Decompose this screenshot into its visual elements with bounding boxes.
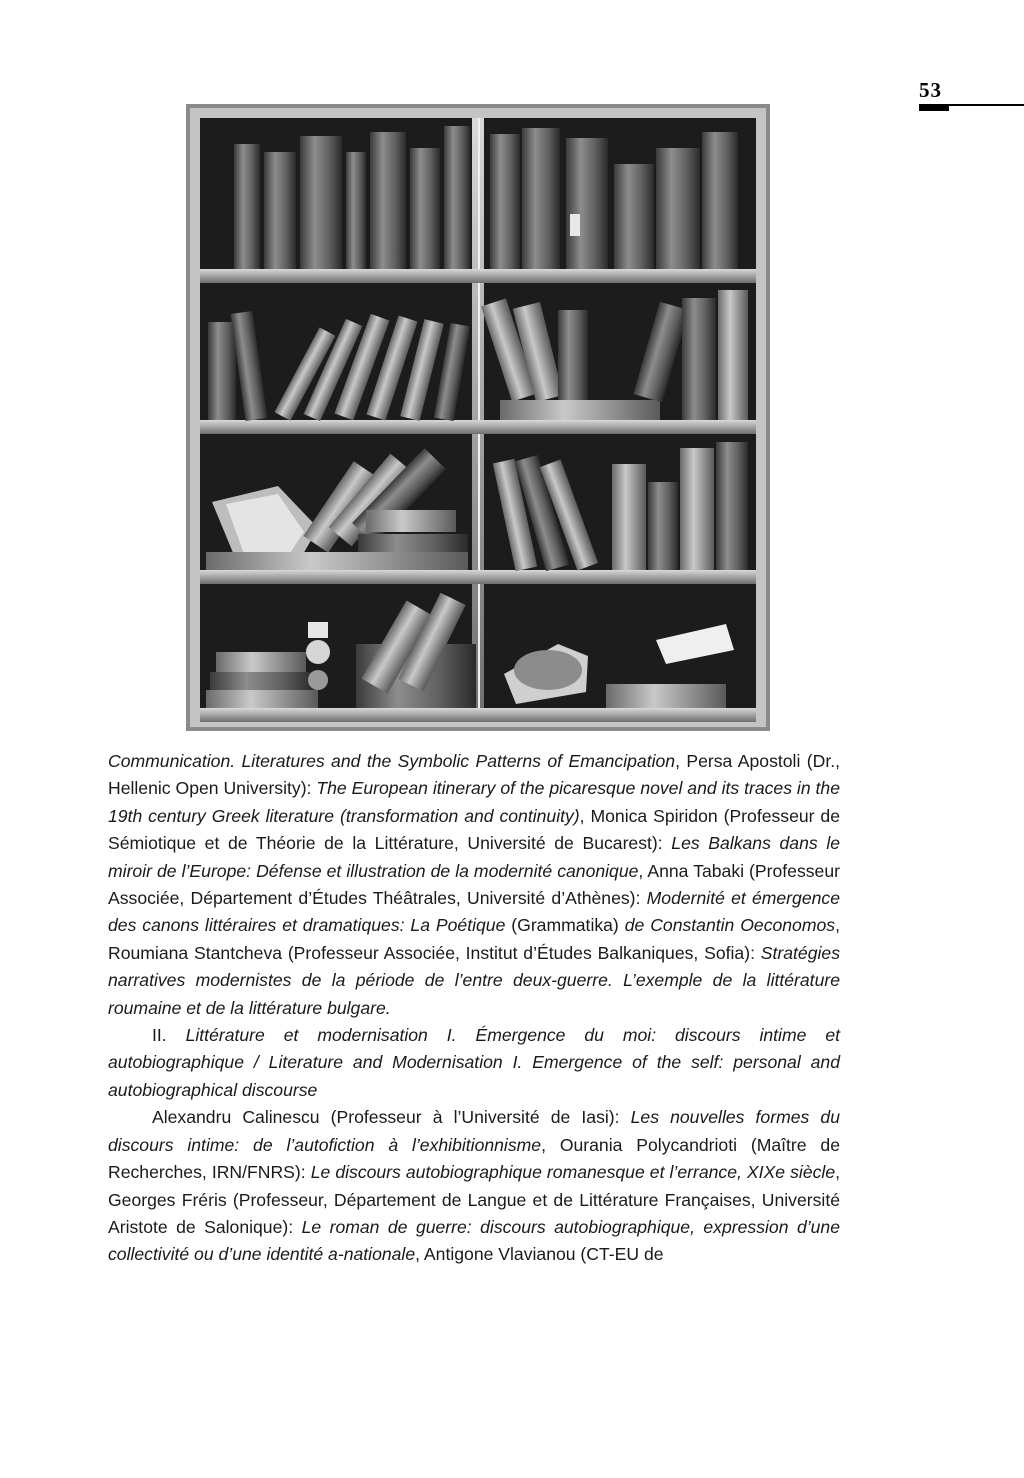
paragraph-3: Alexandru Calinescu (Professeur à l’Université de Iasi): Les nouvelles formes du discours intime: de l’autofiction à l’exhibitionnisme, Ourania Polycandrioti (Maître de Recherches, IRN/FNRS): Le discours autobiographique romanesque et l’errance, XIXe siècle, Georges Fréris (Professeur, Département de Langue et de Littérature Françaises, Université Aristote de Salonique): Le roman de guerre: discours autobiographique, expression d’une collectivité ou d’une identité a-nationale, Antigone Vlavianou (CT-EU de <box>108 1107 840 1265</box>
bookshelf-illustration-icon <box>186 104 770 731</box>
section-number: II. <box>152 1025 186 1046</box>
body-text <box>108 748 840 1269</box>
paragraph-2 <box>108 1022 840 1104</box>
session-title: Communication. Literatures and the Symbolic Patterns of Emancipation <box>108 751 676 771</box>
paragraph-1: Communication. Literatures and the Symbolic Patterns of Emancipation, Persa Apostoli (Dr., Hellenic Open University): The European itinerary of the picaresque novel and its traces in the 19th century Greek literature (transformation and continuity), Monica Spiridon (Professeur de Sémiotique et de Théorie de la Littérature, Université de Bucarest): Les Balkans dans le miroir de l’Europe: Défense et illustration de la modernité canonique, Anna Tabaki (Professeur Associée, Département d’Études Théâtrales, Université d’Athènes): Modernité et émergence des canons littéraires et dramatiques: La Poétique (Grammatika) de Constantin Oeconomos, Roumiana Stantcheva (Professeur Associée, Institut d’Études Balkaniques, Sofia): Stratégies narratives modernistes de la période de l’entre deux-guerre. L’exemple de la littérature roumaine et de la littérature bulgare. <box>108 751 841 1018</box>
page-number: 53 <box>919 78 942 102</box>
page-number-rule-tab <box>919 104 949 111</box>
section-title: Littérature et modernisation I. Émergence du moi: discours intime et autobiographique / Literature and Modernisation I. Emergence of the self: personal and autobiographical discourse <box>108 1025 840 1100</box>
